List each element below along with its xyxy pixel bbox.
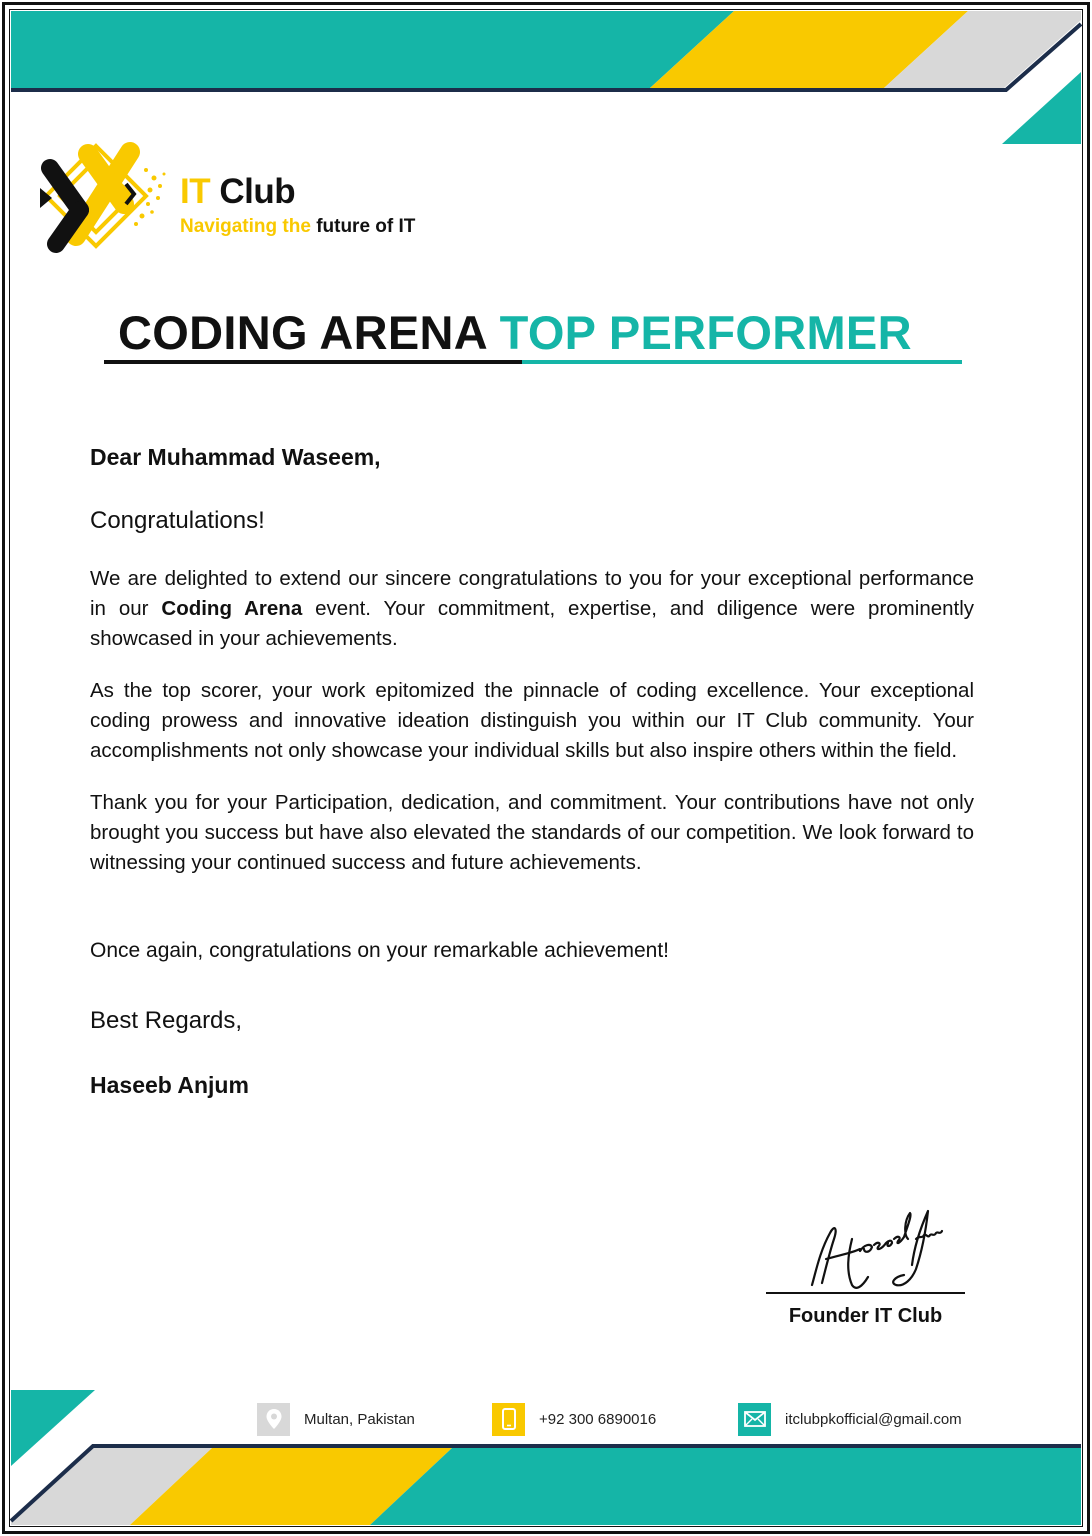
footer-location [257, 1402, 415, 1436]
brand-club: Club [219, 172, 296, 211]
signer-name: Haseeb Anjum [90, 1072, 249, 1098]
letter-body [90, 440, 974, 1102]
brand-name [180, 172, 415, 212]
title-part2: TOP PERFORMER [499, 306, 912, 359]
brand-it: IT [180, 172, 211, 211]
phone-icon [492, 1403, 525, 1436]
signature-line [766, 1292, 965, 1294]
salutation: Dear Muhammad Waseem, [90, 444, 381, 470]
handwritten-signature [800, 1205, 950, 1295]
signature-role: Founder IT Club [788, 1305, 943, 1327]
regards-line: Best Regards, [90, 1007, 243, 1034]
footer-phone [492, 1402, 656, 1436]
title-underline-dark [104, 360, 522, 364]
congrats-line: Congratulations! [90, 507, 265, 534]
title-underline-teal [522, 360, 962, 364]
brand-block [180, 172, 415, 239]
footer-location-text: Multan, Pakistan [304, 1410, 415, 1428]
paragraph-1 [90, 564, 974, 654]
footer-email-text: itclubpkofficial@gmail.com [785, 1410, 962, 1428]
paragraph-1-after: event. Your commitment, expertise, and diligence were prominently showcased in your achievements. [90, 597, 975, 650]
paragraph-1-before: We are delighted to extend our sincere congratulations to you for your exceptional performance in our [90, 567, 974, 620]
document-title [104, 305, 962, 361]
closing-line: Once again, congratulations on your remarkable achievement! [90, 939, 669, 962]
tagline-part1: Navigating the [180, 216, 311, 237]
paragraph-3: Thank you for your Participation, dedication, and commitment. Your contributions have not only brought you success but have also elevated the standards of our competition. We look forward to witnessing your continued success and future achievements. [90, 791, 974, 874]
title-part1: CODING ARENA [118, 306, 487, 359]
brand-tagline [180, 215, 415, 239]
mail-icon [738, 1403, 771, 1436]
it-club-logo-icon [38, 140, 168, 258]
footer-phone-text: +92 300 6890016 [539, 1410, 657, 1428]
location-pin-icon [257, 1403, 290, 1436]
paragraph-1-bold: Coding Arena [161, 597, 303, 620]
footer-email [738, 1402, 962, 1436]
tagline-part2: future of IT [316, 216, 416, 237]
paragraph-2: As the top scorer, your work epitomized the pinnacle of coding excellence. Your exceptional coding prowess and innovative ideation distinguish you within our IT Club community. Your accomplishments not only showcase your individual skills but also inspire others within the field. [90, 679, 974, 762]
